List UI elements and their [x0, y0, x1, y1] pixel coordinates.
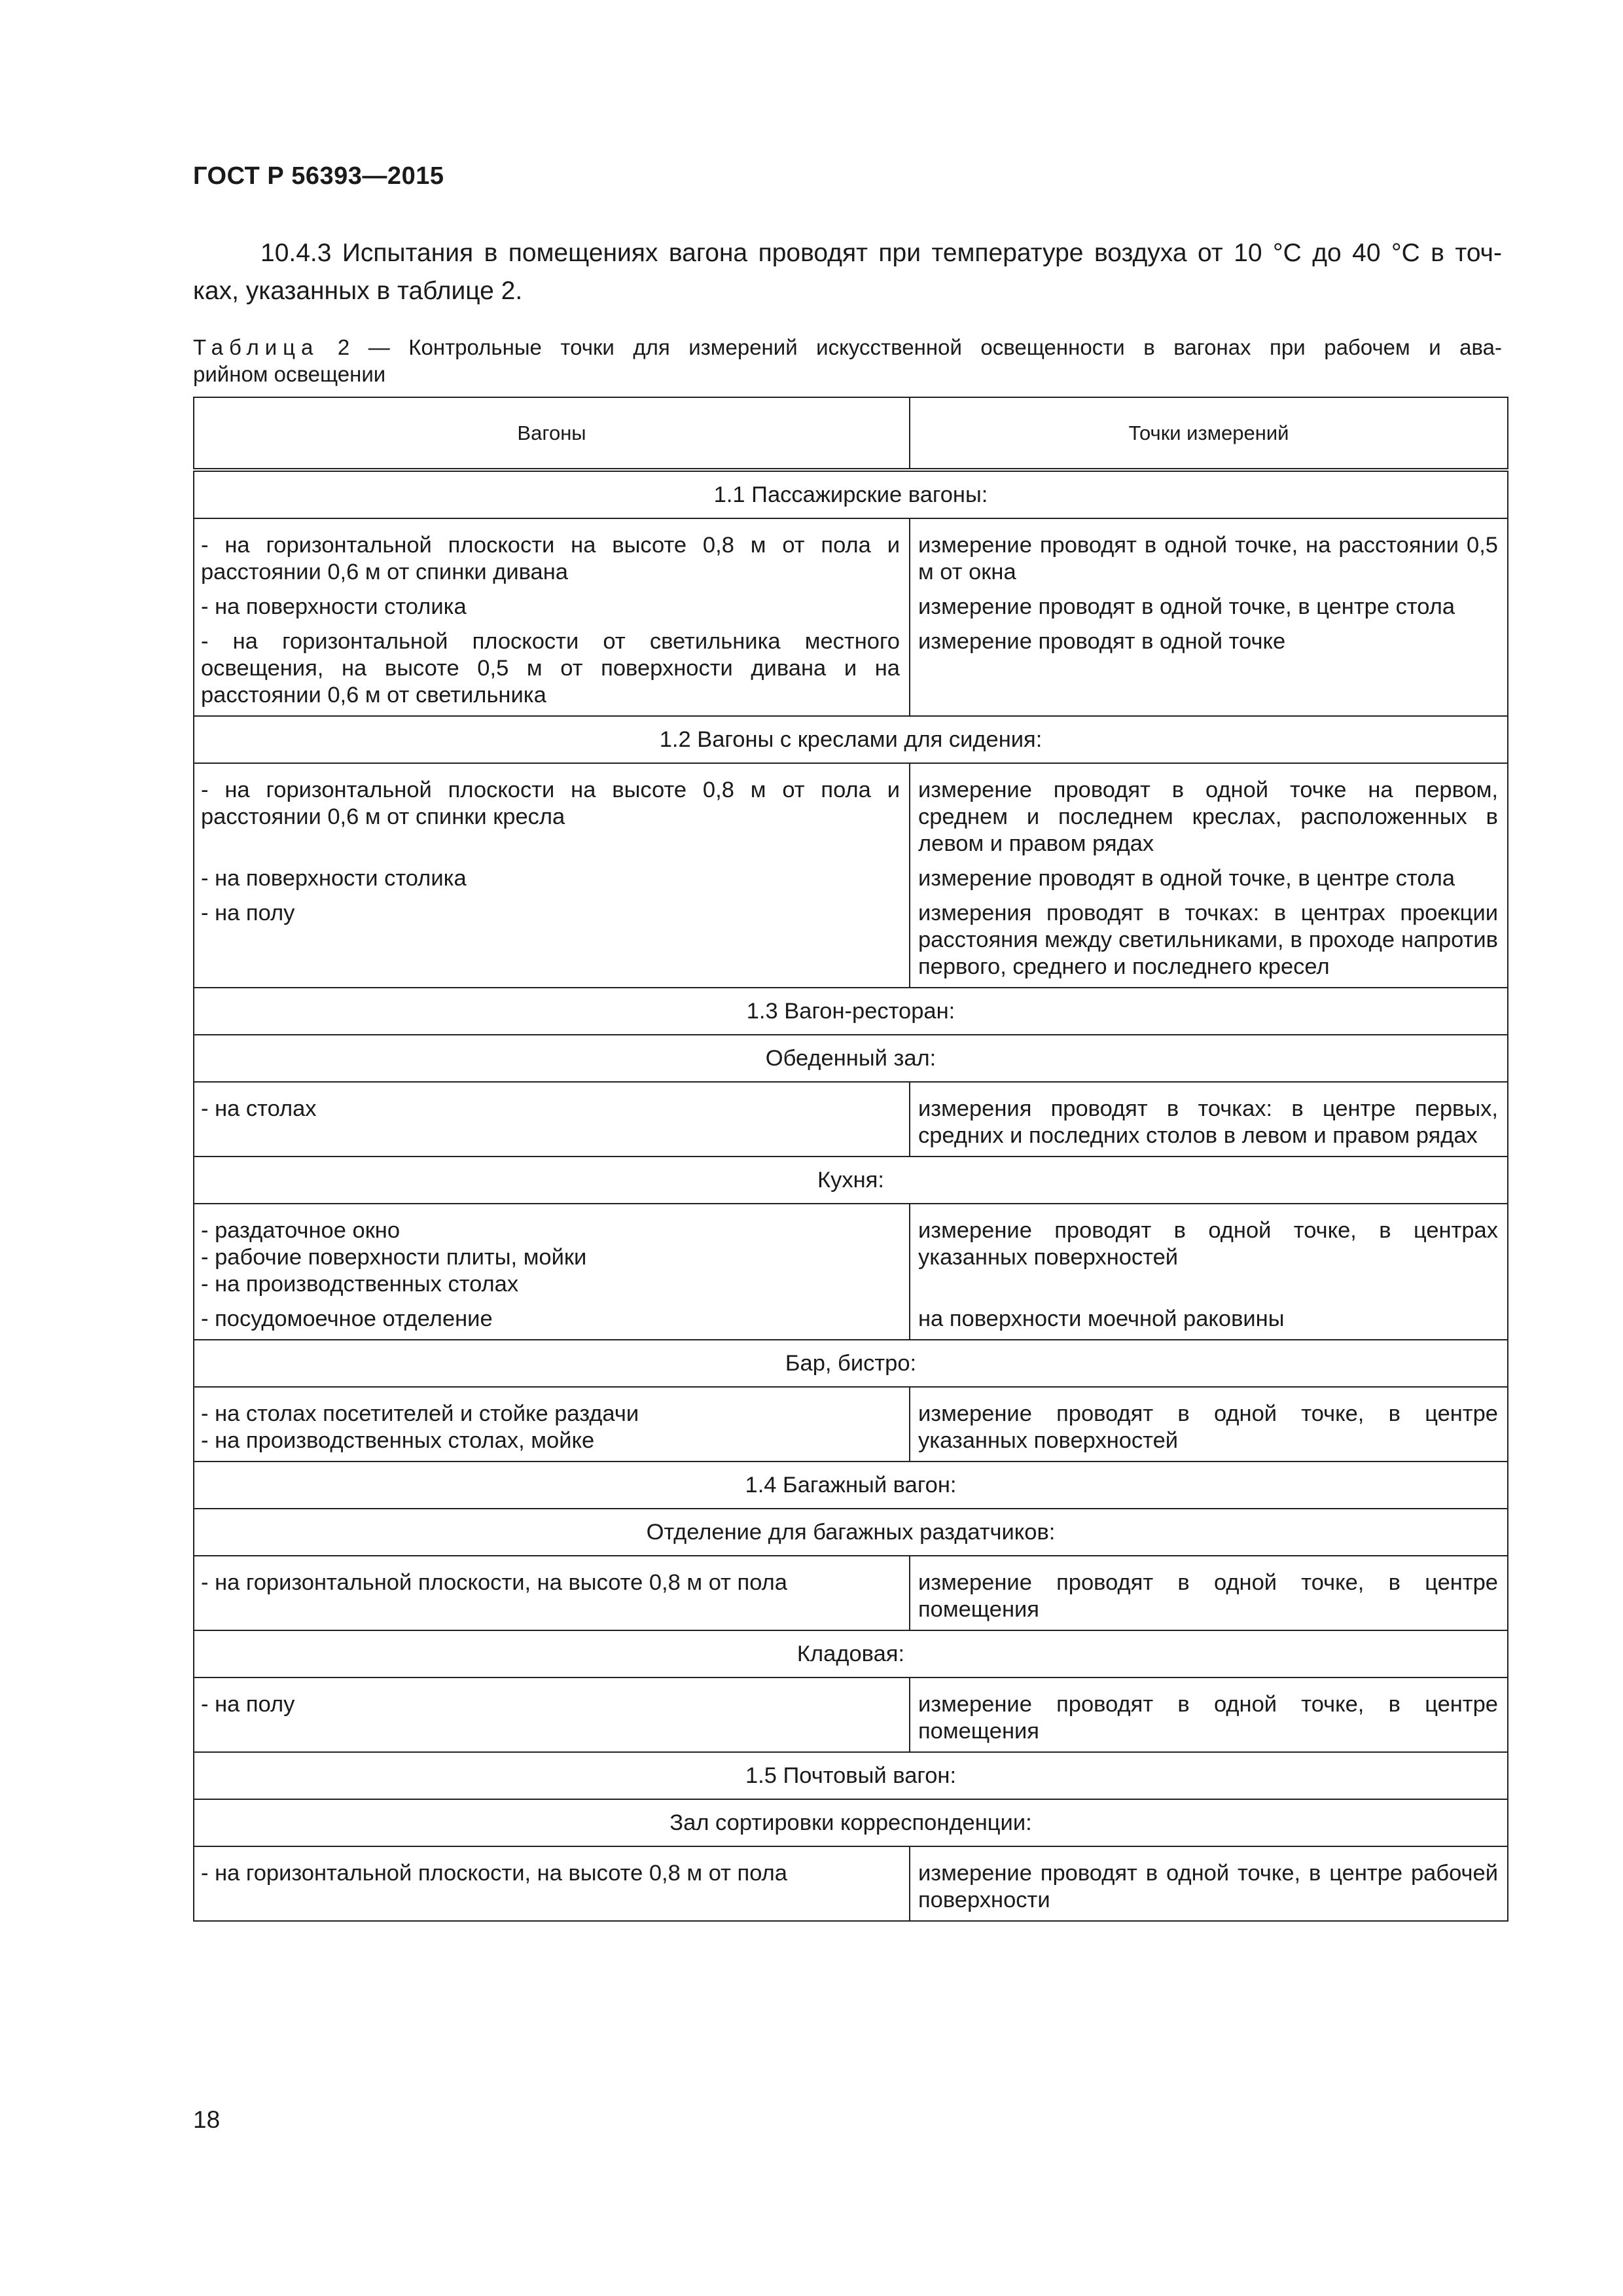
section-row: [194, 1035, 1508, 1082]
section-row: [194, 988, 1508, 1035]
cell-location: - на полу: [194, 1677, 910, 1752]
section-row: [194, 1340, 1508, 1387]
table-row: [194, 518, 1508, 590]
cell-location: - на столах: [194, 1082, 910, 1157]
paragraph-line-1: 10.4.3 Испытания в помещениях вагона проводят при температуре воздуха от 10 °С до 40 °С в точ-: [260, 239, 1502, 267]
caption-title: 2 — Контрольные точки для измерений искусственной освещенности в вагонах при рабочем и ава-: [319, 335, 1502, 359]
cell-location: - на поверхности столика: [194, 861, 910, 896]
cell-method: измерение проводят в одной точке, в центрах указанных поверхностей: [910, 1204, 1508, 1302]
section-row: [194, 1509, 1508, 1556]
cell-location: - на полу: [194, 896, 910, 988]
table-header-row: [194, 397, 1508, 470]
cell-location: - на горизонтальной плоскости от светильника местного освещения, на высоте 0,5 м от поверхности дивана и на расстоянии 0,6 м от светильника: [194, 624, 910, 716]
section-title: Бар, бистро:: [194, 1340, 1508, 1387]
cell-method: измерения проводят в точках: в центре первых, средних и последних столов в левом и правом рядах: [910, 1082, 1508, 1157]
section-title: Зал сортировки корреспонденции:: [194, 1799, 1508, 1846]
cell-method: измерение проводят в одной точке, в центре помещения: [910, 1556, 1508, 1630]
header-measure-points: Точки измерений: [910, 397, 1508, 470]
cell-location: - на горизонтальной плоскости, на высоте 0,8 м от пола: [194, 1556, 910, 1630]
cell-method: измерение проводят в одной точке, в центре указанных поверхностей: [910, 1387, 1508, 1462]
cell-method: измерение проводят в одной точке: [910, 624, 1508, 716]
cell-location: - на горизонтальной плоскости на высоте 0,8 м от пола и расстоянии 0,6 м от спинки кресла: [194, 763, 910, 861]
section-row: [194, 1157, 1508, 1204]
section-title: 1.1 Пассажирские вагоны:: [194, 470, 1508, 518]
cell-location: - на горизонтальной плоскости на высоте 0,8 м от пола и расстоянии 0,6 м от спинки дивана: [194, 518, 910, 590]
table-row: [194, 624, 1508, 716]
section-title: Обеденный зал:: [194, 1035, 1508, 1082]
section-title: 1.4 Багажный вагон:: [194, 1462, 1508, 1509]
section-row: [194, 1752, 1508, 1799]
table-row: [194, 1387, 1508, 1462]
cell-location: - на поверхности столика: [194, 590, 910, 624]
paragraph-10-4-3: [193, 234, 1502, 310]
page-number: 18: [193, 2106, 221, 2133]
section-title: Кладовая:: [194, 1630, 1508, 1677]
section-title: Кухня:: [194, 1157, 1508, 1204]
table-row: [194, 896, 1508, 988]
cell-method: измерения проводят в точках: в центрах проекции расстояния между светильниками, в проходе напротив первого, среднего и последнего кресел: [910, 896, 1508, 988]
caption-line-2: рийном освещении: [193, 362, 386, 386]
cell-line: - на производственных столах, мойке: [201, 1428, 595, 1453]
caption-line-1: [193, 334, 1502, 361]
document-header: ГОСТ Р 56393—2015: [193, 162, 444, 190]
table-row: [194, 1846, 1508, 1921]
cell-method: измерение проводят в одной точке, на расстоянии 0,5 м от окна: [910, 518, 1508, 590]
cell-line: - раздаточное окно: [201, 1218, 401, 1243]
table-row: [194, 861, 1508, 896]
header-cars: Вагоны: [194, 397, 910, 470]
section-row: [194, 716, 1508, 763]
table-row: [194, 1204, 1508, 1302]
cell-line: - на столах посетителей и стойке раздачи: [201, 1401, 639, 1426]
section-title: 1.5 Почтовый вагон:: [194, 1752, 1508, 1799]
cell-location: - на горизонтальной плоскости, на высоте 0,8 м от пола: [194, 1846, 910, 1921]
cell-method: измерение проводят в одной точке, в центре помещения: [910, 1677, 1508, 1752]
table-row: [194, 1082, 1508, 1157]
table-row: [194, 1556, 1508, 1630]
section-row: [194, 470, 1508, 518]
table-body: [194, 470, 1508, 1921]
cell-method: измерение проводят в одной точке, в центре рабочей поверхности: [910, 1846, 1508, 1921]
section-title: 1.3 Вагон-ресторан:: [194, 988, 1508, 1035]
cell-location: - посудомоечное отделение: [194, 1302, 910, 1340]
section-row: [194, 1462, 1508, 1509]
section-title: Отделение для багажных раздатчиков:: [194, 1509, 1508, 1556]
cell-method: измерение проводят в одной точке, в центре стола: [910, 590, 1508, 624]
table-caption: [193, 334, 1502, 387]
cell-location: [194, 1204, 910, 1302]
cell-method: измерение проводят в одной точке, в центре стола: [910, 861, 1508, 896]
cell-method: измерение проводят в одной точке на первом, среднем и последнем креслах, расположенных в левом и правом рядах: [910, 763, 1508, 861]
cell-location: [194, 1387, 910, 1462]
section-title: 1.2 Вагоны с креслами для сидения:: [194, 716, 1508, 763]
cell-line: - на производственных столах: [201, 1272, 519, 1297]
cell-line: - рабочие поверхности плиты, мойки: [201, 1245, 587, 1270]
measurement-points-table: [193, 397, 1508, 1922]
paragraph-line-2: ках, указанных в таблице 2.: [193, 277, 523, 305]
table-row: [194, 590, 1508, 624]
table-row: [194, 763, 1508, 861]
table-row: [194, 1677, 1508, 1752]
table-row: [194, 1302, 1508, 1340]
cell-method: на поверхности моечной раковины: [910, 1302, 1508, 1340]
caption-label: Таблица: [193, 335, 319, 359]
section-row: [194, 1630, 1508, 1677]
section-row: [194, 1799, 1508, 1846]
